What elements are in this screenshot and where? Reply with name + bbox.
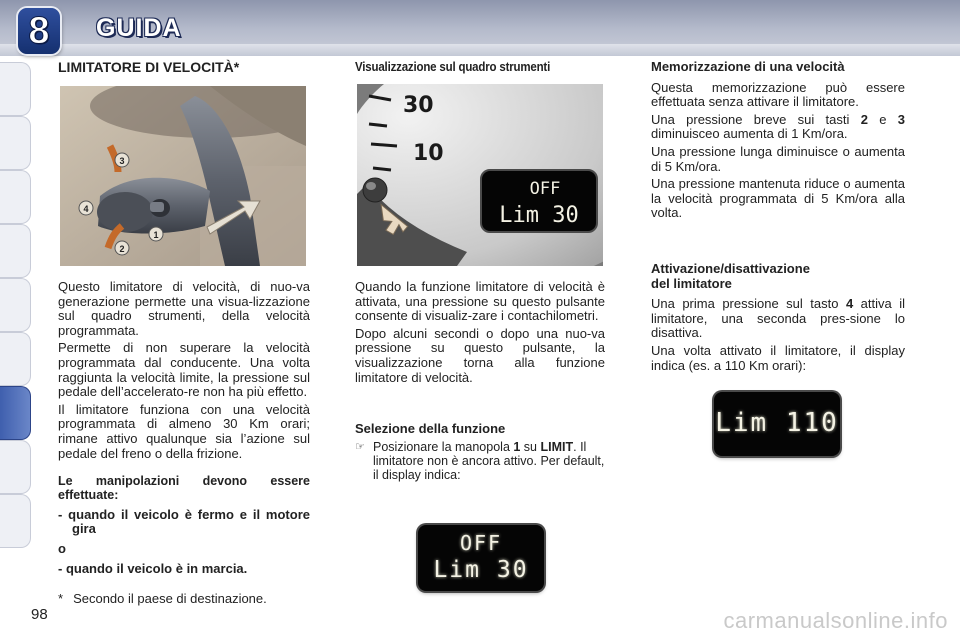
chapter-tab[interactable] [0,170,31,224]
chapter-tab[interactable] [0,278,31,332]
callout-3: 3 [119,156,125,166]
chapter-tab[interactable] [0,62,31,116]
paragraph: Una prima pressione sul tasto 4 attiva il limitatore, una seconda pres-sione lo disattiva. [651,296,905,341]
paragraph: Dopo alcuni secondi o dopo una nuo-va pressione su questo pulsante, la visualizzazione torna alla funzione limitatore di velocità. [355,325,605,385]
chapter-tab[interactable] [0,494,31,548]
paragraph: Una pressione lunga diminuisce o aumenta di 5 Km/ora. [651,143,905,174]
column-speed-limiter [58,60,310,78]
chapter-tab[interactable] [0,332,31,386]
chapter-number: 8 [28,9,50,52]
default-display [418,525,544,591]
chapter-tab[interactable] [0,224,31,278]
gauge-label-10: 10 [413,141,444,166]
column-activation [651,262,905,376]
callout-1: 1 [153,230,159,240]
stalk-illustration [60,86,306,266]
activation-title-line2: del limitatore [651,275,732,291]
active-display-text: Lim 110 [715,408,839,438]
chapter-tab[interactable] [0,116,31,170]
section-title: LIMITATORE DI VELOCITÀ* [58,59,240,75]
column-instrument-display [355,60,605,78]
column-speed-limiter-text [58,280,310,464]
paragraph: Questa memorizzazione può essere effettuata senza attivare il limitatore. [651,79,905,110]
callout-2: 2 [119,244,125,254]
cluster-illustration-drawing [357,84,603,266]
cluster-display-line1: OFF [529,179,561,199]
stalk-illustration-drawing [60,86,306,266]
footnote [58,592,310,607]
limit-label: LIMIT [540,439,574,454]
condition-item: - quando il veicolo è fermo e il motore gira [58,507,310,536]
chapter-tabs [0,62,34,582]
callout-4: 4 [83,204,89,214]
key-number: 4 [845,296,854,312]
selection-title: Selezione della funzione [355,421,506,436]
activation-title: Attivazione/disattivazione [651,261,810,276]
footnote-mark: * [58,591,64,606]
chapter-tab-active[interactable] [0,386,31,440]
gauge-label-30: 30 [403,93,434,118]
page-number: 98 [31,606,48,623]
selection-text: Posizionare la manopola 1 su LIMIT. Il limitatore non è ancora attivo. Per default, il display indica: [373,439,605,482]
key-number: 2 [860,111,868,127]
hand-pointer-icon: ☞ [355,440,365,453]
active-display [714,392,840,456]
column-memorize [651,60,905,224]
default-display-line2: Lim 30 [433,557,529,583]
default-display-line1: OFF [459,531,503,555]
paragraph: Una pressione breve sui tasti 2 e 3 diminuisceo aumenta di 1 Km/ora. [651,111,905,142]
cluster-display-line2: Lim 30 [499,203,579,228]
paragraph: Permette di non superare la velocità programmata dal conducente. Una volta raggiunta la velocità limite, la pressione sul pedale dell’accelerato-re non ha più effetto. [58,340,310,400]
paragraph: Una pressione mantenuta riduce o aumenta la velocità programmata di 5 Km/ora alla volta. [651,176,905,221]
selection-instruction [355,440,605,483]
key-number: 3 [897,111,905,127]
chapter-tab[interactable] [0,440,31,494]
paragraph: Quando la funzione limitatore di velocità è attivata, una pressione su questo pulsante consente di visualiz-zare i contachilometri. [355,279,605,324]
condition-or: o [58,541,66,556]
paragraph: Una volta attivato il limitatore, il display indica (es. a 110 Km orari): [651,342,905,373]
conditions-title: Le manipolazioni devono essere effettuate: [58,474,310,502]
paragraph: Questo limitatore di velocità, di nuo-va generazione permette una visua-lizzazione sul quadro strumenti, della velocità programmata. [58,279,310,338]
cluster-illustration [357,84,603,266]
section-title: Visualizzazione sul quadro strumenti [355,60,551,74]
paragraph: Il limitatore funziona con una velocità programmata di almeno 30 Km orari; rimane attivo qualunque sia l’azione sul pedale del freno o della frizione. [58,401,310,461]
footnote-text: Secondo il paese di destinazione. [73,591,267,606]
memorize-title: Memorizzazione di una velocità [651,59,845,74]
column-instrument-text [355,280,605,388]
chapter-title: GUIDA [96,14,182,42]
condition-item: - quando il veicolo è in marcia. [58,561,248,576]
watermark: carmanualsonline.info [723,608,948,633]
position-number: 1 [513,439,521,454]
conditions-block [58,474,310,578]
chapter-badge [18,8,60,54]
selection-block [355,422,605,482]
header-strip [0,44,960,56]
